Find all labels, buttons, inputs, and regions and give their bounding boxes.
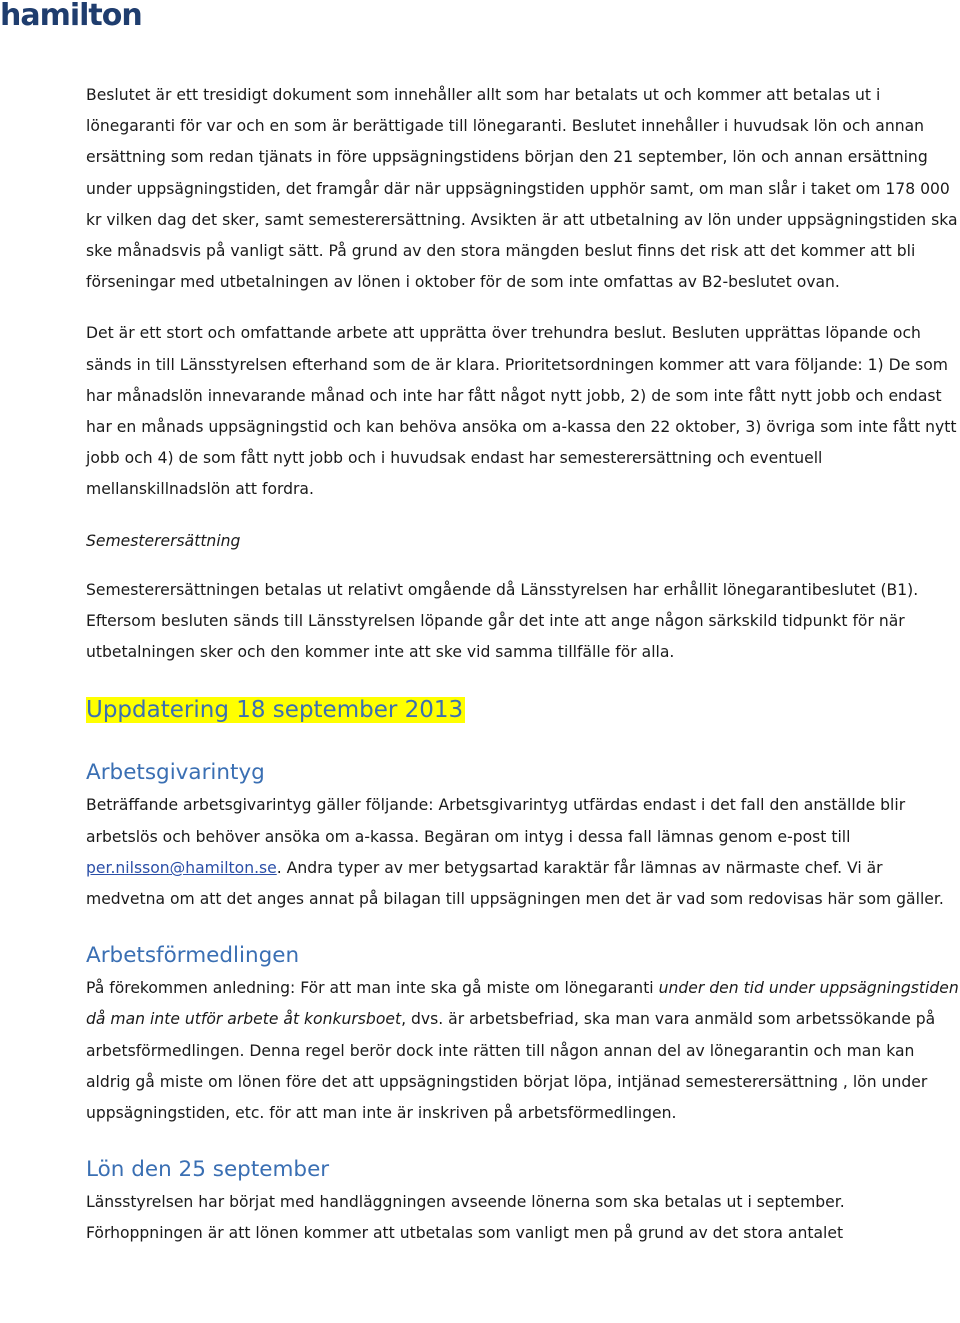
text-segment: Beträffande arbetsgivarintyg gäller följande: Arbetsgivarintyg utfärdas endast i det fall den anställde blir arbetslös och behöver ansöka om a-kassa. Begäran om intyg i dessa fall lämnas genom e-post till [86,796,906,846]
heading-lon: Lön den 25 september [86,1157,330,1183]
paragraph-lon-line1: Länsstyrelsen har börjat med handläggningen avseende lönerna som ska betalas ut i september. [86,1193,845,1212]
text-segment: , dvs. är arbetsbefriad, ska man vara anmäld som arbetssökande på arbetsförmedlingen. [86,1010,936,1060]
paragraph-arbetsformedlingen [86,973,960,1129]
text-segment: Denna regel berör dock inte rätten till någon annan del av lönegarantin och man kan aldrig gå miste om lönen före det att uppsägningstiden börjat löpa, intjänad semesterersättning , lön under uppsägningstiden, etc. för att man inte är inskriven på arbetsförmedlingen. [86,1041,928,1123]
text-segment: Det är ett stort och omfattande arbete att upprätta över trehundra beslut. [86,324,672,343]
text-segment: Prioritetsordningen kommer att vara följande: 1) De som har månadslön innevarande månad och inte har fått något nytt jobb, 2) de som inte fått nytt jobb och endast har en månads uppsägningstid och kan behöva ansöka om a-kassa den 22 oktober, 3) övriga som inte fått nytt jobb och 4) de som fått nytt jobb och i huvudsak endast har semesterersättning och eventuell mellanskillnadslön att fordra. [86,355,957,499]
text-segment: Eftersom besluten sänds till Länsstyrelsen löpande går det inte att ange någon särkskild tidpunkt för när utbetalningen sker och den kommer inte att ske vid samma tillfälle för alla. [86,612,905,662]
paragraph-beslut [86,80,960,298]
update-heading-wrap [86,692,960,728]
paragraph-prioritet [86,318,960,505]
hamilton-logo: hamilton [0,0,142,33]
document-body [86,80,960,1250]
paragraph-lon-line2: Förhoppningen är att lönen kommer att utbetalas som vanligt men på grund av det stora antalet [86,1224,844,1243]
heading-arbetsgivarintyg: Arbetsgivarintyg [86,760,265,786]
semester-label: Semesterersättning [86,531,241,550]
paragraph-semester [86,575,960,669]
text-segment: Vi är medvetna om att det anges annat på bilagan till uppsägningen men det är vad som redovisas här som gäller. [86,858,944,909]
email-link[interactable]: per.nilsson@hamilton.se [86,858,277,877]
heading-arbetsformedlingen: Arbetsförmedlingen [86,943,300,969]
text-segment: Beslutet är ett tresidigt dokument som innehåller allt som har betalats ut och kommer att betalas ut i lönegaranti för var och en som är berättigade till lönegaranti. Beslutet innehåller i huvudsak lön och annan ersättning som redan tjänats in före uppsägningstidens början den 21 september, lön och annan ersättning under uppsägningstiden, det framgår där när uppsägningstiden upphör samt, om man slår i taket om 178 000 kr vilken dag det sker, samt semesterersättning. [86,86,950,229]
text-segment: . Andra typer av mer betygsartad karaktär får lämnas av närmaste chef. [276,858,848,877]
text-segment: På förekommen anledning: För att man inte ska gå miste om lönegaranti [86,979,659,998]
text-segment: Avsikten är att utbetalning av lön under uppsägningstiden ska ske månadsvis på vanligt sätt. [86,210,958,261]
update-heading: Uppdatering 18 september 2013 [86,697,464,724]
text-segment: Besluten upprättas löpande och sänds in till Länsstyrelsen efterhand som de är klara. [86,324,921,374]
emphasis-text: under den tid under uppsägningstiden då man inte utför arbete åt konkursboet [86,979,959,1029]
paragraph-arbetsgivarintyg [86,790,960,915]
text-segment: Semesterersättningen betalas ut relativt omgående då Länsstyrelsen har erhållit lönegarantibeslutet (B1). [86,580,919,599]
text-segment: På grund av den stora mängden beslut finns det risk att det kommer att bli förseningar med utbetalningen av lönen i oktober för de som inte omfattas av B2-beslutet ovan. [86,242,916,292]
